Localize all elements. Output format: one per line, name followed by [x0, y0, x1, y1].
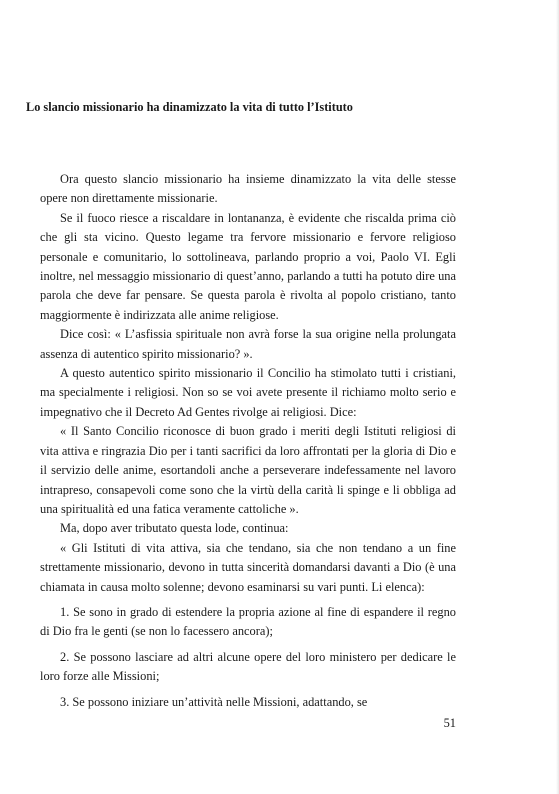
- section-heading: Lo slancio missionario ha dinamizzato la vita di tutto l’Istituto: [26, 100, 353, 114]
- list-item: 2. Se possono lasciare ad altri alcune opere del loro ministero per dedicare le loro forze alle Missioni;: [40, 649, 456, 684]
- list-item: 3. Se possono iniziare un’attività nelle Missioni, adattando, se: [60, 694, 368, 709]
- paragraph: A questo autentico spirito missionario il Concilio ha stimolato tutti i cristiani, ma specialmente i religiosi. Non so se voi avete presente il richiamo molto serio e impegnativo che il Decreto Ad Gentes rivolge ai religiosi. Dice:: [40, 366, 456, 419]
- paragraph: Ora questo slancio missionario ha insieme dinamizzato la vita delle stesse opere non direttamente missionarie.: [40, 172, 456, 206]
- paragraph: Se il fuoco riesce a riscaldare in lontananza, è evidente che riscalda prima ciò che gli sta vicino. Questo legame tra fervore missionario e fervore religioso personale e comunitario, lo sottolineava, parlando proprio a voi, Paolo VI. Egli inoltre, nel messaggio missionario di quest’anno, parlando a tutti ha potuto dire una parola che deve far pensare. Se questa parola è rivolta al popolo cristiano, tanto maggiormente è indirizzata alle anime religiose.: [40, 210, 456, 322]
- body-text: [40, 170, 456, 712]
- list-item: 1. Se sono in grado di estendere la propria azione al fine di espandere il regno di Dio fra le genti (se non lo facessero ancora);: [40, 604, 456, 639]
- paragraph: Dice così: « L’asfissia spirituale non avrà forse la sua origine nella prolungata assenza di autentico spirito missionario? ».: [40, 327, 456, 361]
- paragraph: Ma, dopo aver tributato questa lode, continua:: [60, 521, 289, 536]
- quoted-paragraph: « Gli Istituti di vita attiva, sia che tendano, sia che non tendano a un fine strettamente missionario, devono in tutta sincerità domandarsi davanti a Dio (è una chiamata in causa molto solenne; devono esaminarsi su vari punti. Li elenca):: [40, 540, 456, 594]
- quoted-paragraph: « Il Santo Concilio riconosce di buon grado i meriti degli Istituti religiosi di vita attiva e ringrazia Dio per i tanti sacrifici da loro affrontati per la gloria di Dio e il servizio delle anime, esortandoli anche a perseverare indefessamente nel lavoro intrapreso, consapevoli come sono che la virtù della carità li spinge e li obbliga ad una spiritualità ed una fatica veramente cattoliche ».: [40, 424, 456, 516]
- page-number: 51: [443, 716, 456, 730]
